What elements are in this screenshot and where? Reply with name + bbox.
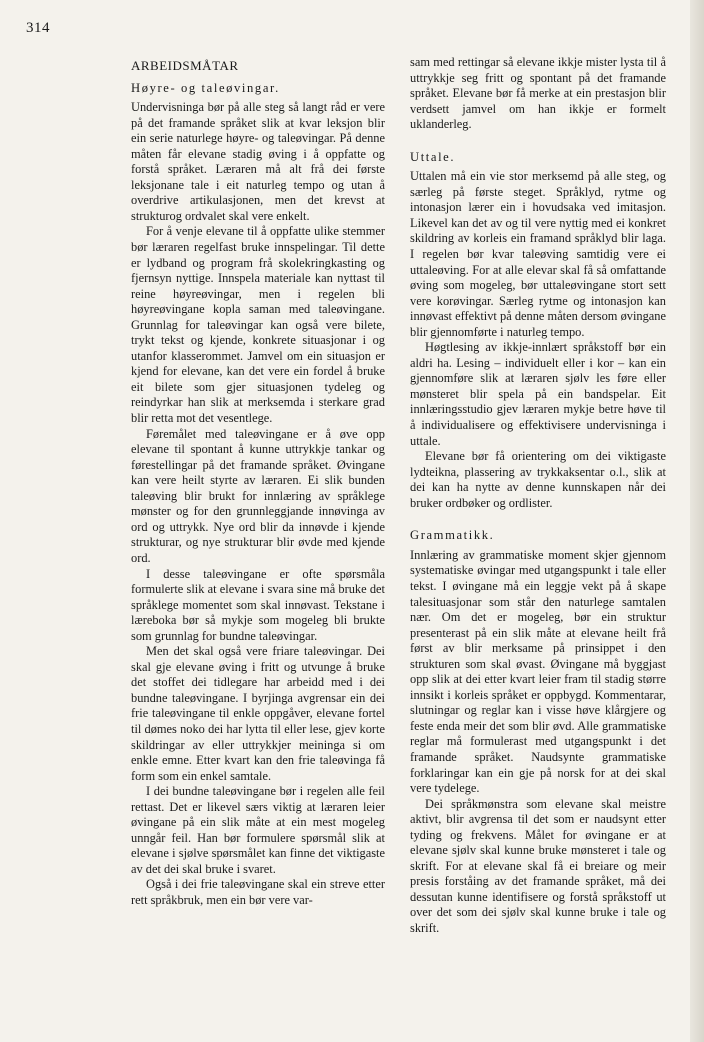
subheading-hoyre-og-taleovingar: Høyre- og taleøvingar. [131,80,280,95]
section-title: ARBEIDSMÅTAR [131,58,239,73]
subheading-uttale: Uttale. [410,149,456,164]
paragraph: Høgtlesing av ikkje-innlært språkstoff bør ein aldri ha. Lesing – individuelt eller i kor – kan ein gjennomføre slik at læraren sjølv les føre eller mønsteret blir spela på ein bandspelar. Eit innlæringsstudio gjev læraren mykje betre høve til å individualisere og effektivisere undervisninga i uttale. [410,340,666,448]
subheading-grammatikk: Grammatikk. [410,528,495,543]
paragraph: Undervisninga bør på alle steg så langt råd er vere på det framande språket slik at kvar leksjon blir ein serie naturlege høyre- og taleøvingar. På denne måten får elevane stadig øving i å oppfatte og forstå språket. Læraren må alt frå dei første leksjonane tale i eit naturleg tempo og utan å overdrive artikulasjonen, men det krevst at strukturog ordvalet skal vere enkelt. [131,100,385,223]
paragraph: Uttalen må ein vie stor merksemd på alle steg, og særleg på første steget. Språklyd, rytme og intonasjon lærer ein i hovudsaka ved imitasjon. Likevel kan det av og til vere nyttig med ei konkret skildring av korleis ein framand språklyd blir laga. I regelen bør kvar taleøving samtidig vere ei uttaleøving. For at alle elevar skal få så omfattande øving som mogeleg, bør uttaleøvingane stort sett vere korøvingar. Særleg rytme og intonasjon kan innøvast effektivt på denne måten dersom øvingane blir gjennomførte i naturleg tempo. [410,169,666,339]
page-edge-shadow [690,0,704,1042]
paragraph: Men det skal også vere friare taleøvingar. Dei skal gje elevane øving i fritt og utvunge å bruke det stoffet dei tidlegare har arbeidd med i dei bundne taleøvingane. I byrjinga avgrensar ein dei frie taleøvingane til enkle oppgåver, elevane fortel til dømes noko dei har lytta til eller lese, gjev korte skildringar av eller uttrykkjer meininga si om enkle emne. Etter kvart kan den frie taleøvinga få form som ein enkel samtale. [131,644,385,783]
paragraph: Dei språkmønstra som elevane skal meistre aktivt, blir avgrensa til det som er naudsynt etter tyding og frekvens. Målet for øvingane er at elevane sjølv skal kunne bruke mønsteret i tale og skrift. For at elevane skal få ei breiare og meir presis forståing av det framande språket, må dei dessutan kunne identifisere og forstå språkstoff ut over det som dei sjølv skal kunne bruke i tale og skrift. [410,796,666,935]
paragraph: Elevane bør få orientering om dei viktigaste lydteikna, plassering av trykkaksentar o.l., slik at dei kan ha nytte av denne kunnskapen når dei bruker ordbøker og ordlister. [410,449,666,510]
paragraph: Føremålet med taleøvingane er å øve opp elevane til spontant å kunne uttrykkje tankar og førestellingar på det framande språket. Øvingane kan vere heilt styrte av læraren. Ei slik bunden taleøving blir brukt for innlæring av språklege mønster og for den grunnleggjande innøvinga av ord og uttrykk. Nye ord blir da innøvde i kjende strukturar, og nye strukturar blir øvde med kjende ord. [131,426,385,565]
paragraph: Innlæring av grammatiske moment skjer gjennom systematiske øvingar med utgangspunkt i tale eller tekst. I øvingane må ein leggje vekt på å skape talesituasjonar som står den naturlege samtalen nær. Om det er mogeleg, bør ein struktur presenterast på ein slik måte at elevane heilt frå først av blir merksame på prinsippet i den strukturen som skal øvast. Øvingane må byggjast opp slik at dei etter kvart leier fram til stadig større innsikt i korleis språket er oppbygd. Kommentarar, slutningar og reglar kan i visse høve klårgjere og feste enda meir det som blir øvd. Alle grammatiske reglar må formulerast med utgangspunkt i det framande språket. Naudsynte grammatiske forklaringar kan ein gje på norsk for at dei skal vere tydelege. [410,547,666,796]
left-column [131,58,385,909]
paragraph: For å venje elevane til å oppfatte ulike stemmer bør læraren regelfast bruke innspelingar. Til dette er lydband og program frå skolekringkasting og fjernsyn nyttige. Innspela materiale kan nyttast til reine høyreøvingar, men i regelen bli høyreøvingane kopla saman med taleøvingane. Grunnlag for taleøvingar kan også vere bilete, trykt tekst og kjende, konkrete situasjonar i og utanfor klasserommet. Jamvel om ein situasjon er kjend for elevane, kan det vere ein fordel å bruke eit bilete som gjer situasjonen tydeleg og reindyrkar han slik at merksemda i sterkare grad blir retta mot det vesentlege. [131,224,385,426]
paragraph: sam med rettingar så elevane ikkje mister lysta til å uttrykkje seg fritt og spontant på det framande språket. Elevane bør få merke at ein prestasjon blir verdsett jamvel om han ikkje er formelt uklanderleg. [410,55,666,132]
paragraph: I desse taleøvingane er ofte spørsmåla formulerte slik at elevane i svara sine må bruke det språklege momentet som skal innøvast. Tekstane i læreboka bør så mykje som mogeleg bli brukte som grunnlag for bundne taleøvingar. [131,566,385,643]
page-number: 314 [26,20,50,36]
paragraph: Også i dei frie taleøvingane skal ein streve etter rett språkbruk, men ein bør vere var- [131,877,385,907]
paragraph: I dei bundne taleøvingane bør i regelen alle feil rettast. Det er likevel særs viktig at læraren leier øvingane på ein slik måte at ein mest mogeleg unngår feil. Han bør formulere spørsmål slik at elevane i sjølve spørsmålet kan finne det viktigaste av det dei skal bruke i svaret. [131,784,385,876]
right-column [410,55,666,937]
